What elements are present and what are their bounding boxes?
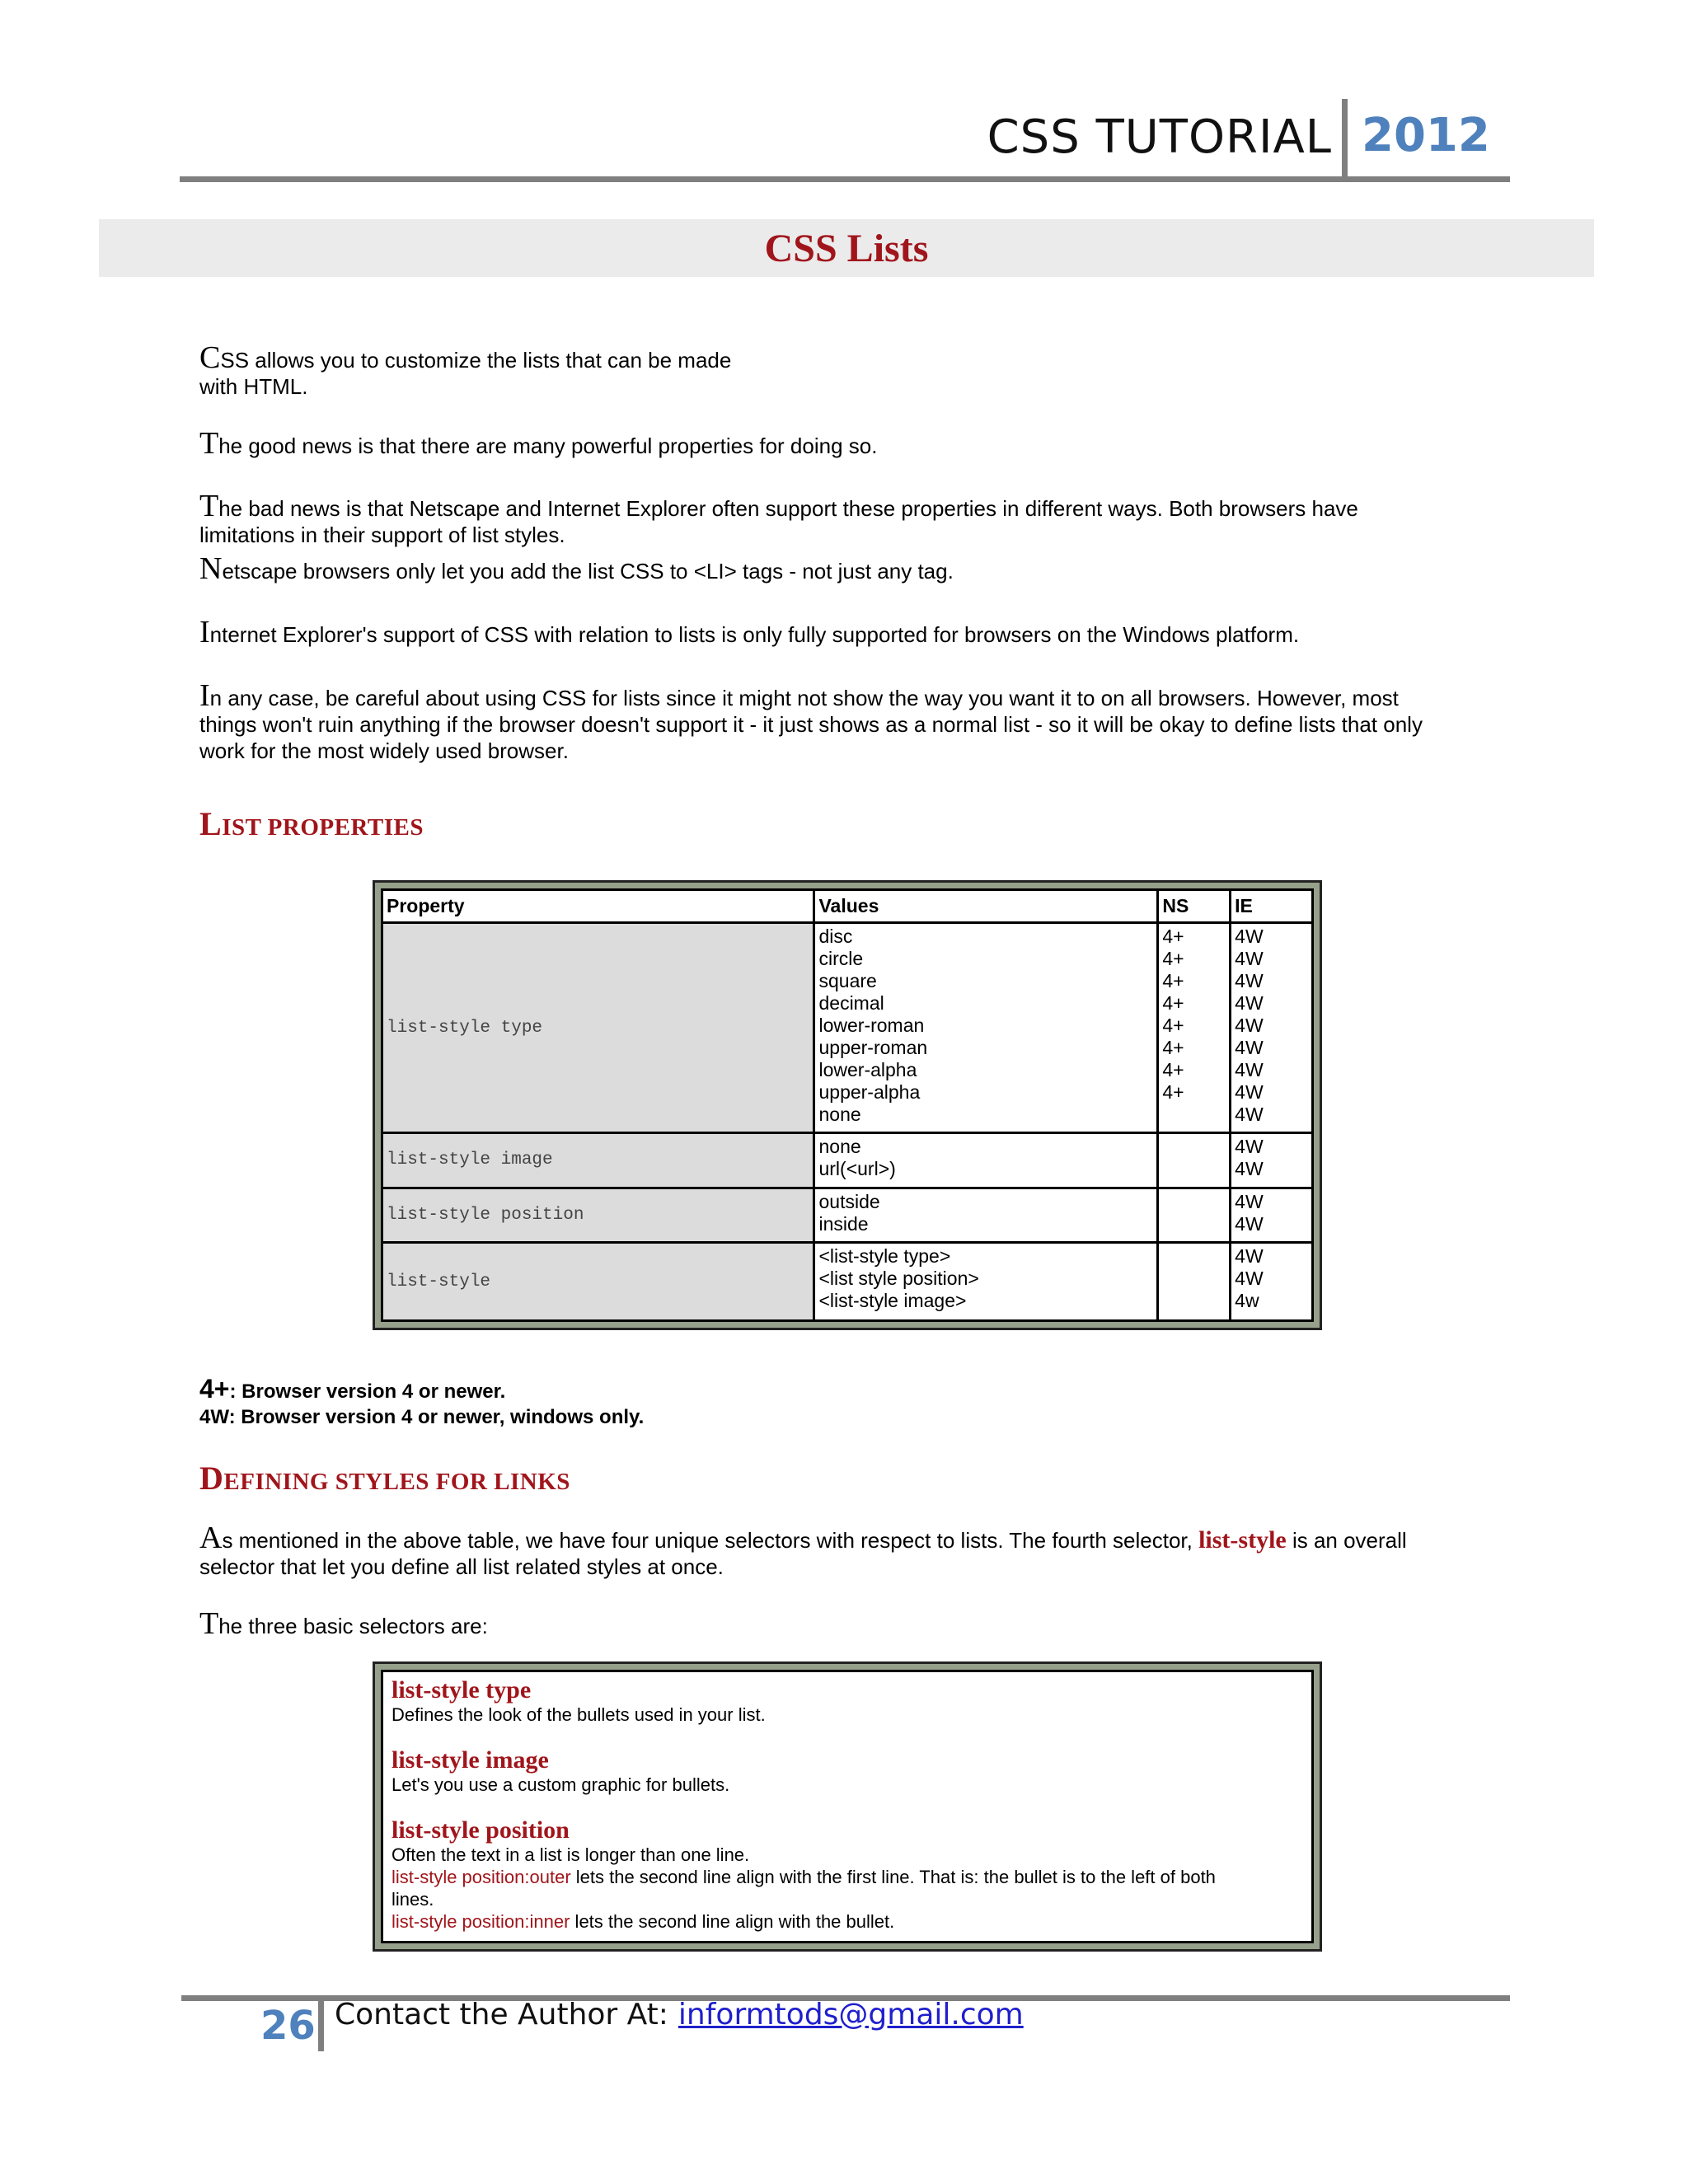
table-row bbox=[382, 1188, 1313, 1243]
table-header-row bbox=[382, 890, 1313, 923]
selector-heading: list-style image bbox=[392, 1746, 549, 1774]
ie-cell: 4W 4W bbox=[1231, 1188, 1313, 1243]
list-style-highlight: list-style bbox=[1198, 1526, 1287, 1554]
selector-heading: list-style position bbox=[392, 1816, 570, 1844]
header-title: CSS TUTORIAL bbox=[987, 110, 1332, 164]
header-rule bbox=[180, 176, 1510, 182]
author-email-link[interactable]: informtods@gmail.com bbox=[678, 1998, 1024, 2032]
ie-cell: 4W 4W 4w bbox=[1231, 1243, 1313, 1321]
table-legend: 4+: Browser version 4 or newer. 4W: Browser version 4 or newer, windows only. bbox=[199, 1374, 645, 1428]
values-cell: outside inside bbox=[814, 1188, 1158, 1243]
selector-heading: list-style type bbox=[392, 1676, 532, 1704]
column-header: NS bbox=[1158, 890, 1231, 923]
intro-paragraph-1: CSS allows you to customize the lists that can be made with HTML. bbox=[199, 340, 732, 399]
basic-selectors-paragraph: The three basic selectors are: bbox=[199, 1606, 488, 1641]
ie-cell: 4W 4W bbox=[1231, 1133, 1313, 1188]
ie-cell: 4W 4W 4W 4W 4W 4W 4W 4W 4W bbox=[1231, 923, 1313, 1133]
selectors-paragraph: As mentioned in the above table, we have four unique selectors with respect to lists. The fourth selector, list-style is an overall selector that let you define all list related styles at once. bbox=[199, 1521, 1407, 1579]
property-cell: list-style image bbox=[382, 1133, 814, 1188]
table-row bbox=[382, 1243, 1313, 1321]
table-row bbox=[382, 1133, 1313, 1188]
intro-paragraph-6: In any case, be careful about using CSS for lists since it might not show the way you want it to on all browsers. However, most things won't ruin anything if the browser doesn't support it - it just shows as a normal list - so it will be okay to define lists that only work for the most widely used browser. bbox=[199, 678, 1423, 763]
ns-cell bbox=[1158, 1188, 1231, 1243]
property-cell: list-style bbox=[382, 1243, 814, 1321]
page-number: 26 bbox=[260, 2003, 316, 2049]
section-heading-list-properties: LIST PROPERTIES bbox=[199, 805, 424, 842]
column-header: Values bbox=[814, 890, 1158, 923]
basic-selectors-box: list-style type Defines the look of the bullets used in your list. list-style image Let's you use a custom graphic for bullets. list-style position Often the text in a list is longer than one line. list-style position:outer lets the second line align with the first line. That is: the bullet is to the left of both lines. list-style position:inner lets the second line align with the bullet. bbox=[373, 1661, 1322, 1952]
values-cell: none url(<url>) bbox=[814, 1133, 1158, 1188]
ns-cell bbox=[1158, 1133, 1231, 1188]
title-band bbox=[99, 219, 1594, 277]
intro-paragraph-5: Internet Explorer's support of CSS with relation to lists is only fully supported for browsers on the Windows platform. bbox=[199, 615, 1300, 649]
page-header bbox=[180, 99, 1510, 181]
intro-paragraph-4: Netscape browsers only let you add the list CSS to <LI> tags - not just any tag. bbox=[199, 551, 954, 586]
ns-cell: 4+ 4+ 4+ 4+ 4+ 4+ 4+ 4+ bbox=[1158, 923, 1231, 1133]
header-year: 2012 bbox=[1362, 109, 1490, 162]
intro-paragraph-2: The good news is that there are many powerful properties for doing so. bbox=[199, 426, 878, 461]
page-title: CSS Lists bbox=[764, 227, 929, 270]
property-cell: list-style type bbox=[382, 923, 814, 1133]
header-divider bbox=[1342, 99, 1348, 178]
footer-divider bbox=[318, 1995, 324, 2051]
footer-contact: Contact the Author At: informtods@gmail.com bbox=[335, 1998, 1024, 2032]
property-cell: list-style position bbox=[382, 1188, 814, 1243]
table-row bbox=[382, 923, 1313, 1133]
column-header: IE bbox=[1231, 890, 1313, 923]
ns-cell bbox=[1158, 1243, 1231, 1321]
intro-paragraph-3: The bad news is that Netscape and Internet Explorer often support these properties in different ways. Both browsers have limitations in their support of list styles. bbox=[199, 489, 1358, 547]
values-cell: disc circle square decimal lower-roman upper-roman lower-alpha upper-alpha none bbox=[814, 923, 1158, 1133]
values-cell: <list-style type> <list style position> <list-style image> bbox=[814, 1243, 1158, 1321]
section-heading-defining-styles: DEFINING STYLES FOR LINKS bbox=[199, 1460, 570, 1497]
list-properties-table bbox=[373, 880, 1322, 1330]
column-header: Property bbox=[382, 890, 814, 923]
